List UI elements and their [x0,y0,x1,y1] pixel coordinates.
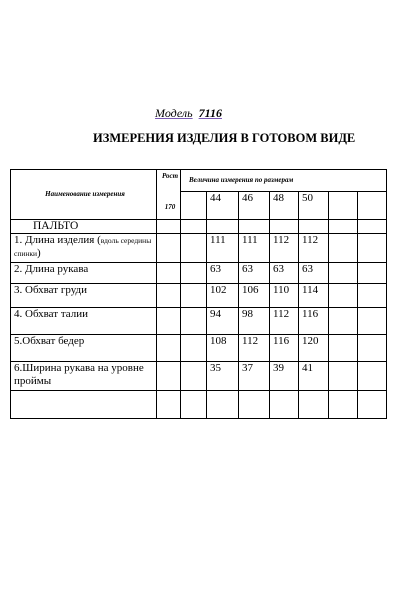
size-header: 44 [207,192,239,220]
empty-cell [270,391,299,419]
empty-cell [358,234,387,263]
measurement-value: 120 [299,335,329,362]
empty-cell [329,391,358,419]
empty-cell [157,220,181,234]
measurement-value: 102 [207,284,239,308]
empty-cell [358,362,387,391]
measurement-value: 112 [239,335,270,362]
empty-cell [329,220,358,234]
measurement-value: 112 [270,308,299,335]
measurement-value: 108 [207,335,239,362]
measurement-value: 37 [239,362,270,391]
empty-cell [329,263,358,284]
measurement-value: 111 [207,234,239,263]
header-range-cell: Величина измерения по размерам [181,170,387,192]
measurement-value: 110 [270,284,299,308]
header-row-1 [11,170,387,192]
empty-cell [329,234,358,263]
empty-cell [329,362,358,391]
model-line [155,106,222,121]
measurement-value: 116 [270,335,299,362]
section-label: ПАЛЬТО [11,220,157,234]
document-title: ИЗМЕРЕНИЯ ИЗДЕЛИЯ В ГОТОВОМ ВИДЕ [93,131,356,145]
empty-cell [207,391,239,419]
empty-cell [358,220,387,234]
empty-cell [181,220,207,234]
measurement-value: 116 [299,308,329,335]
measurement-value: 114 [299,284,329,308]
empty-cell [181,362,207,391]
empty-cell [329,335,358,362]
measurement-name: 2. Длина рукава [11,263,157,284]
empty-cell [207,220,239,234]
empty-cell [157,362,181,391]
empty-cell [270,220,299,234]
empty-cell [239,391,270,419]
measurement-value: 111 [239,234,270,263]
empty-cell [157,284,181,308]
measurement-name: 3. Обхват груди [11,284,157,308]
header-rost-cell [157,170,181,220]
empty-cell [181,391,207,419]
empty-cell [11,391,157,419]
model-label: Модель [155,106,193,120]
measurement-value: 94 [207,308,239,335]
empty-cell [181,335,207,362]
measurement-value: 63 [299,263,329,284]
empty-cell [157,234,181,263]
empty-cell [181,263,207,284]
measurement-name: 4. Обхват талии [11,308,157,335]
empty-cell [157,308,181,335]
table-row [11,234,387,263]
header-height-value: 170 [164,203,176,211]
empty-cell [358,335,387,362]
measurement-value: 112 [270,234,299,263]
measurements-table [10,169,387,419]
measurement-value: 106 [239,284,270,308]
measurement-value: 98 [239,308,270,335]
size-header: 50 [299,192,329,220]
empty-cell [157,391,181,419]
size-header: 48 [270,192,299,220]
table-row [11,263,387,284]
empty-cell [358,192,387,220]
table-row [11,362,387,391]
measurement-name: 6.Ширина рукава на уровне проймы [11,362,157,391]
empty-cell [157,335,181,362]
empty-cell [181,284,207,308]
header-name-cell: Наименование измерения [11,170,157,220]
empty-cell [157,263,181,284]
empty-cell [358,284,387,308]
measurement-value: 112 [299,234,329,263]
empty-cell [299,391,329,419]
empty-cell [329,192,358,220]
table-row-empty [11,391,387,419]
empty-cell [299,220,329,234]
measurement-name: 5.Обхват бедер [11,335,157,362]
empty-cell [358,263,387,284]
empty-cell [181,234,207,263]
measurement-value: 41 [299,362,329,391]
table-row [11,335,387,362]
model-number: 7116 [198,106,222,120]
measurement-value: 63 [239,263,270,284]
measurement-value: 63 [207,263,239,284]
empty-cell [358,391,387,419]
empty-cell [358,308,387,335]
empty-cell [181,308,207,335]
table-row [11,308,387,335]
measurement-value: 35 [207,362,239,391]
empty-cell [329,308,358,335]
section-row [11,220,387,234]
empty-cell [239,220,270,234]
size-header: 46 [239,192,270,220]
empty-cell [329,284,358,308]
header-rost-label: Рост [161,172,179,180]
measurement-value: 39 [270,362,299,391]
measurement-value: 63 [270,263,299,284]
measurement-name: 1. Длина изделия (вдоль середины спинки) [11,234,157,263]
table-row [11,284,387,308]
empty-cell [181,192,207,220]
